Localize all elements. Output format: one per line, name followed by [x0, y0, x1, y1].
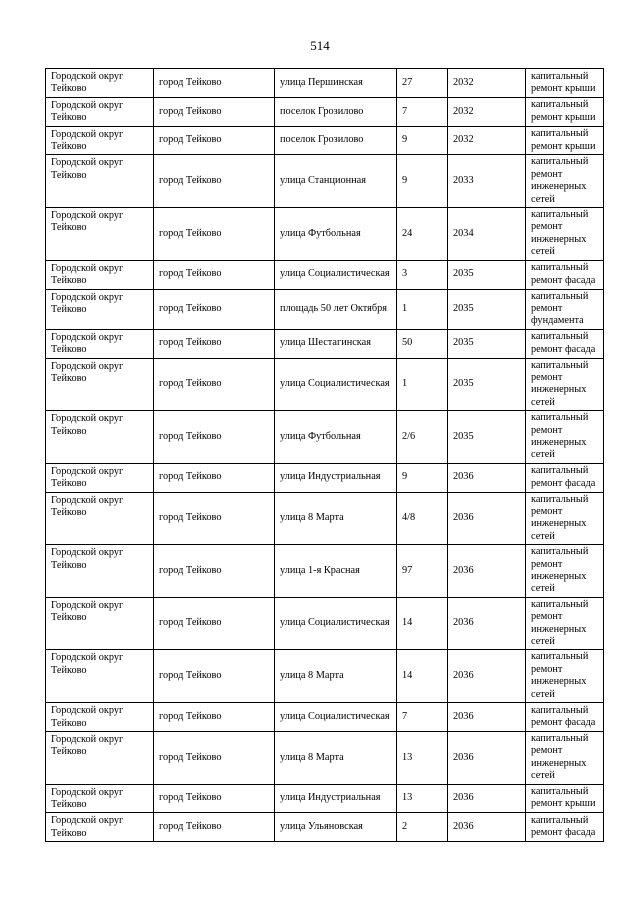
cell-work-type: капитальный ремонт инженерных сетей: [526, 597, 604, 650]
table-row: [46, 650, 604, 703]
cell-planned-year: 2032: [448, 97, 526, 126]
table-row: [46, 784, 604, 813]
cell-settlement: город Тейково: [154, 411, 275, 464]
cell-house-number: 1: [397, 358, 448, 411]
cell-municipality: Городской округ Тейково: [46, 97, 154, 126]
cell-planned-year: 2036: [448, 731, 526, 784]
cell-work-type: капитальный ремонт инженерных сетей: [526, 358, 604, 411]
cell-planned-year: 2034: [448, 208, 526, 261]
table-row: [46, 813, 604, 842]
cell-planned-year: 2036: [448, 650, 526, 703]
cell-municipality: Городской округ Тейково: [46, 784, 154, 813]
cell-settlement: город Тейково: [154, 97, 275, 126]
table-row: [46, 597, 604, 650]
table-body: [46, 69, 604, 842]
cell-house-number: 24: [397, 208, 448, 261]
cell-street: поселок Грозилово: [275, 97, 397, 126]
repair-schedule-table: [45, 68, 604, 842]
cell-work-type: капитальный ремонт фасада: [526, 813, 604, 842]
cell-house-number: 7: [397, 97, 448, 126]
cell-planned-year: 2032: [448, 126, 526, 155]
cell-house-number: 1: [397, 289, 448, 329]
table-row: [46, 69, 604, 98]
cell-settlement: город Тейково: [154, 813, 275, 842]
cell-street: улица Социалистическая: [275, 703, 397, 732]
cell-street: улица Социалистическая: [275, 597, 397, 650]
cell-street: улица Социалистическая: [275, 358, 397, 411]
cell-settlement: город Тейково: [154, 260, 275, 289]
cell-municipality: Городской округ Тейково: [46, 813, 154, 842]
cell-settlement: город Тейково: [154, 492, 275, 545]
table-row: [46, 358, 604, 411]
cell-municipality: Городской округ Тейково: [46, 329, 154, 358]
cell-planned-year: 2036: [448, 492, 526, 545]
cell-work-type: капитальный ремонт инженерных сетей: [526, 492, 604, 545]
cell-house-number: 14: [397, 650, 448, 703]
cell-settlement: город Тейково: [154, 703, 275, 732]
cell-work-type: капитальный ремонт инженерных сетей: [526, 545, 604, 598]
cell-municipality: Городской округ Тейково: [46, 69, 154, 98]
cell-settlement: город Тейково: [154, 545, 275, 598]
cell-settlement: город Тейково: [154, 69, 275, 98]
cell-street: улица Футбольная: [275, 208, 397, 261]
cell-house-number: 3: [397, 260, 448, 289]
cell-settlement: город Тейково: [154, 289, 275, 329]
cell-work-type: капитальный ремонт крыши: [526, 784, 604, 813]
cell-street: улица Социалистическая: [275, 260, 397, 289]
cell-settlement: город Тейково: [154, 126, 275, 155]
page-number: 514: [310, 38, 330, 53]
cell-street: улица Станционная: [275, 155, 397, 208]
table-row: [46, 329, 604, 358]
cell-planned-year: 2035: [448, 260, 526, 289]
cell-street: улица Ульяновская: [275, 813, 397, 842]
cell-settlement: город Тейково: [154, 784, 275, 813]
cell-settlement: город Тейково: [154, 597, 275, 650]
cell-work-type: капитальный ремонт фасада: [526, 260, 604, 289]
cell-house-number: 9: [397, 155, 448, 208]
cell-planned-year: 2036: [448, 545, 526, 598]
cell-planned-year: 2035: [448, 289, 526, 329]
table-row: [46, 731, 604, 784]
table-row: [46, 463, 604, 492]
cell-house-number: 27: [397, 69, 448, 98]
cell-street: улица Футбольная: [275, 411, 397, 464]
cell-planned-year: 2032: [448, 69, 526, 98]
table-row: [46, 411, 604, 464]
cell-house-number: 14: [397, 597, 448, 650]
cell-municipality: Городской округ Тейково: [46, 260, 154, 289]
cell-work-type: капитальный ремонт инженерных сетей: [526, 155, 604, 208]
cell-house-number: 9: [397, 463, 448, 492]
table-row: [46, 97, 604, 126]
cell-work-type: капитальный ремонт инженерных сетей: [526, 208, 604, 261]
table-row: [46, 289, 604, 329]
cell-work-type: капитальный ремонт крыши: [526, 126, 604, 155]
cell-planned-year: 2033: [448, 155, 526, 208]
cell-municipality: Городской округ Тейково: [46, 463, 154, 492]
cell-street: площадь 50 лет Октября: [275, 289, 397, 329]
cell-municipality: Городской округ Тейково: [46, 411, 154, 464]
cell-settlement: город Тейково: [154, 731, 275, 784]
cell-street: улица 8 Марта: [275, 650, 397, 703]
cell-work-type: капитальный ремонт крыши: [526, 69, 604, 98]
cell-settlement: город Тейково: [154, 329, 275, 358]
cell-house-number: 50: [397, 329, 448, 358]
cell-house-number: 4/8: [397, 492, 448, 545]
cell-municipality: Городской округ Тейково: [46, 126, 154, 155]
cell-settlement: город Тейково: [154, 155, 275, 208]
cell-street: улица Шестагинская: [275, 329, 397, 358]
cell-street: улица Индустриальная: [275, 463, 397, 492]
cell-work-type: капитальный ремонт фасада: [526, 463, 604, 492]
cell-municipality: Городской округ Тейково: [46, 492, 154, 545]
table-row: [46, 703, 604, 732]
cell-work-type: капитальный ремонт фасада: [526, 703, 604, 732]
cell-planned-year: 2036: [448, 463, 526, 492]
cell-house-number: 2: [397, 813, 448, 842]
cell-planned-year: 2036: [448, 597, 526, 650]
table-row: [46, 155, 604, 208]
cell-house-number: 13: [397, 784, 448, 813]
cell-municipality: Городской округ Тейково: [46, 650, 154, 703]
cell-municipality: Городской округ Тейково: [46, 208, 154, 261]
table-row: [46, 126, 604, 155]
cell-street: улица Индустриальная: [275, 784, 397, 813]
cell-municipality: Городской округ Тейково: [46, 703, 154, 732]
cell-municipality: Городской округ Тейково: [46, 597, 154, 650]
cell-planned-year: 2036: [448, 703, 526, 732]
cell-settlement: город Тейково: [154, 358, 275, 411]
cell-planned-year: 2035: [448, 411, 526, 464]
cell-settlement: город Тейково: [154, 208, 275, 261]
cell-street: улица 1-я Красная: [275, 545, 397, 598]
cell-work-type: капитальный ремонт фасада: [526, 329, 604, 358]
cell-work-type: капитальный ремонт инженерных сетей: [526, 411, 604, 464]
table-row: [46, 208, 604, 261]
cell-planned-year: 2035: [448, 329, 526, 358]
table-row: [46, 492, 604, 545]
cell-planned-year: 2035: [448, 358, 526, 411]
cell-work-type: капитальный ремонт инженерных сетей: [526, 731, 604, 784]
cell-settlement: город Тейково: [154, 650, 275, 703]
cell-street: улица 8 Марта: [275, 492, 397, 545]
cell-municipality: Городской округ Тейково: [46, 731, 154, 784]
table-row: [46, 260, 604, 289]
cell-house-number: 97: [397, 545, 448, 598]
table-row: [46, 545, 604, 598]
cell-work-type: капитальный ремонт фундамента: [526, 289, 604, 329]
cell-street: улица 8 Марта: [275, 731, 397, 784]
cell-house-number: 2/6: [397, 411, 448, 464]
cell-municipality: Городской округ Тейково: [46, 545, 154, 598]
cell-work-type: капитальный ремонт инженерных сетей: [526, 650, 604, 703]
cell-municipality: Городской округ Тейково: [46, 358, 154, 411]
cell-house-number: 7: [397, 703, 448, 732]
cell-planned-year: 2036: [448, 784, 526, 813]
cell-municipality: Городской округ Тейково: [46, 289, 154, 329]
cell-planned-year: 2036: [448, 813, 526, 842]
cell-street: улица Першинская: [275, 69, 397, 98]
cell-house-number: 9: [397, 126, 448, 155]
cell-work-type: капитальный ремонт крыши: [526, 97, 604, 126]
cell-street: поселок Грозилово: [275, 126, 397, 155]
cell-municipality: Городской округ Тейково: [46, 155, 154, 208]
cell-house-number: 13: [397, 731, 448, 784]
cell-settlement: город Тейково: [154, 463, 275, 492]
